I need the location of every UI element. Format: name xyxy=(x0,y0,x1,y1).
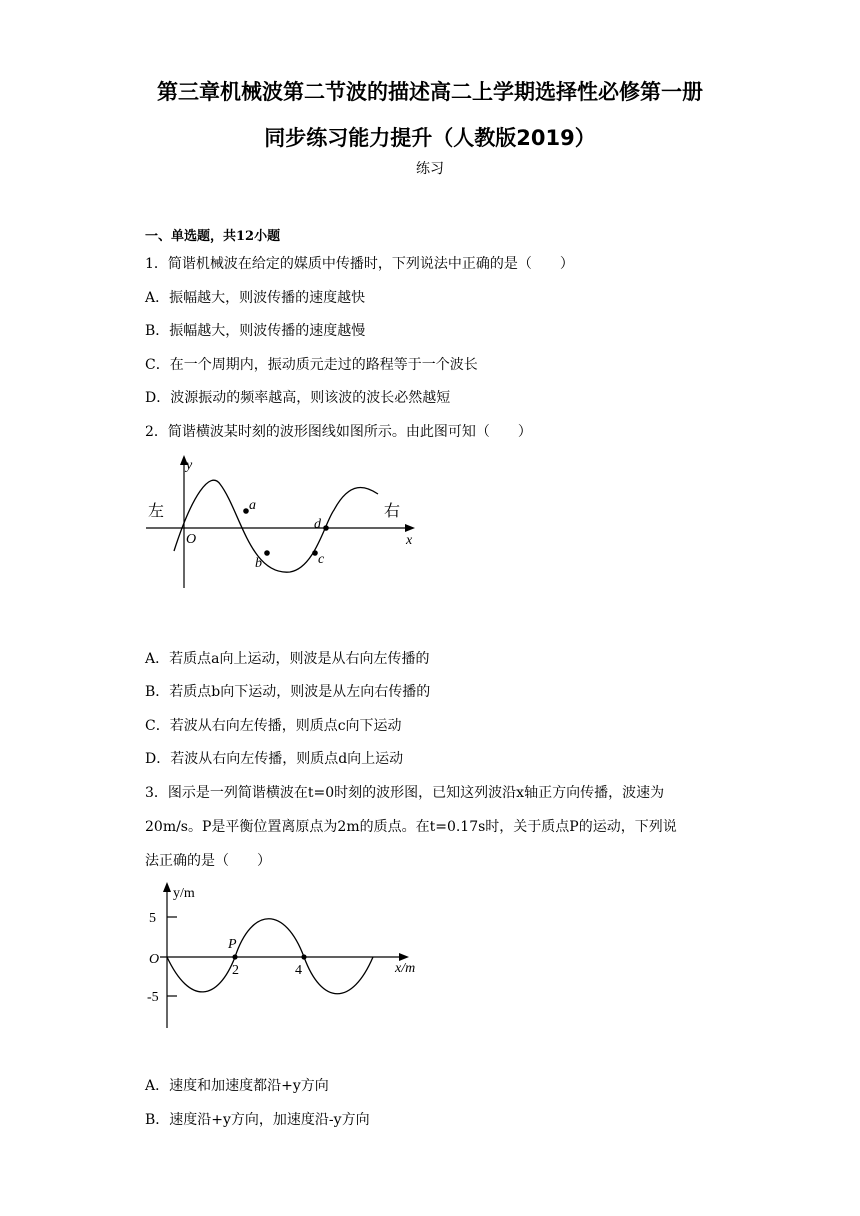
question-3-wave-figure xyxy=(140,876,435,1036)
question-2-wave-figure xyxy=(140,450,430,595)
fig2-origin-label: O xyxy=(186,532,197,547)
document-title-line-2: 同步练习能力提升（人教版2019） xyxy=(264,126,596,150)
fig2-y-label: y xyxy=(186,458,193,473)
question-2-option-a: A．若质点a向上运动，则波是从右向左传播的 xyxy=(145,651,430,667)
fig3-y-label: y/m xyxy=(173,886,195,901)
fig2-right-label: 右 xyxy=(384,503,401,520)
question-3-stem-line-2: 20m/s。P是平衡位置离原点为2m的质点。在t=0.17s时，关于质点P的运动，下列说 xyxy=(145,819,677,835)
question-1-option-c: C．在一个周期内，振动质元走过的路程等于一个波长 xyxy=(145,357,478,373)
document-title-line-1: 第三章机械波第二节波的描述高二上学期选择性必修第一册 xyxy=(157,80,703,104)
question-1-option-b: B．振幅越大，则波传播的速度越慢 xyxy=(145,323,366,339)
question-2-option-b: B．若质点b向下运动，则波是从左向右传播的 xyxy=(145,684,431,700)
question-1-stem: 1．简谐机械波在给定的媒质中传播时，下列说法中正确的是（ ） xyxy=(145,256,574,272)
fig3-origin-label: O xyxy=(149,952,160,967)
section-heading: 一、单选题，共12小题 xyxy=(145,229,281,244)
fig2-left-label: 左 xyxy=(148,503,165,520)
fig2-point-b-label: b xyxy=(255,556,262,571)
question-1-option-d: D．波源振动的频率越高，则该波的波长必然越短 xyxy=(145,390,451,406)
document-subtitle: 练习 xyxy=(416,161,444,177)
question-2-option-c: C．若波从右向左传播，则质点c向下运动 xyxy=(145,718,402,734)
question-3-stem-line-1: 3．图示是一列简谐横波在t=0时刻的波形图，已知这列波沿x轴正方向传播，波速为 xyxy=(145,785,665,801)
question-3-option-b: B．速度沿+y方向，加速度沿-y方向 xyxy=(145,1112,370,1128)
question-1-option-a: A．振幅越大，则波传播的速度越快 xyxy=(145,290,366,306)
fig3-y-tick-bottom: -5 xyxy=(147,990,159,1005)
question-3-stem-line-3: 法正确的是（ ） xyxy=(145,853,271,869)
fig3-point-p-label: P xyxy=(228,937,237,952)
fig2-x-label: x xyxy=(406,533,413,548)
fig3-y-tick-top: 5 xyxy=(149,911,156,926)
fig3-x-tick-4: 4 xyxy=(295,963,302,978)
fig2-point-d-label: d xyxy=(314,517,321,532)
question-3-option-a: A．速度和加速度都沿+y方向 xyxy=(145,1078,329,1094)
fig2-point-a-label: a xyxy=(249,498,256,513)
fig2-point-c-label: c xyxy=(318,552,325,567)
fig3-x-tick-2: 2 xyxy=(232,963,239,978)
question-2-option-d: D．若波从右向左传播，则质点d向上运动 xyxy=(145,751,404,767)
fig3-x-label: x/m xyxy=(395,961,416,976)
question-2-stem: 2．简谐横波某时刻的波形图线如图所示。由此图可知（ ） xyxy=(145,424,532,440)
